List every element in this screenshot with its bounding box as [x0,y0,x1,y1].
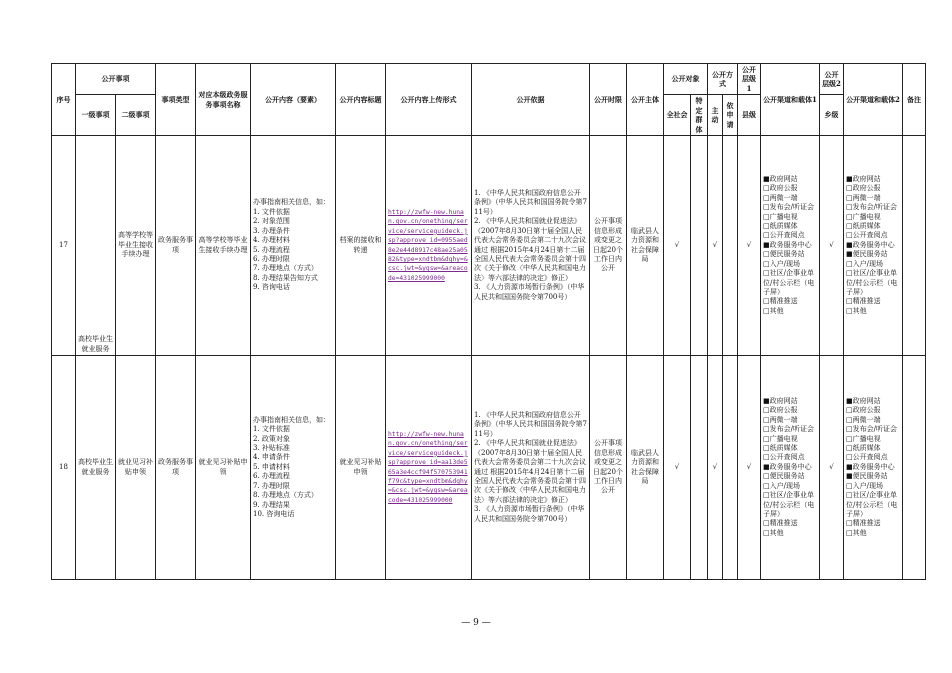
active-check: √ [708,136,723,356]
col-content: 公开内容（要素） [251,64,336,136]
content-title: 档案的接收和转递 [336,136,386,356]
col-upload-form: 公开内容上传形式 [386,64,472,136]
time-limit: 公开事项信息形成或变更之日起20个工作日内公开 [590,136,627,356]
table-row [52,136,926,356]
specific-group-check [691,136,708,356]
table-row [52,356,926,580]
channels2-list: ■政府网站 □政府公报 □两微一端 □发布会/听证会 □广播电视 □纸质媒体 □公开查阅点 ■政务服务中心 ■便民服务站 □入户/现场 □社区/企事业单位/村公示栏（电子屏） □精准推送 □其他 [844,356,903,580]
whole-society-check: √ [664,136,691,356]
col-seq: 序号 [52,64,76,136]
specific-group-check [691,356,708,580]
upload-link-cell [386,136,472,356]
county-check: √ [738,356,761,580]
col-whole-society: 全社会 [664,95,691,136]
channels2-list: ■政府网站 □政府公报 □两微一端 □发布会/听证会 □广播电视 □纸质媒体 □公开查阅点 ■政务服务中心 ■便民服务站 □入户/现场 □社区/企事业单位/村公示栏（电子屏） □精准推送 □其他 [844,136,903,356]
time-limit: 公开事项信息形成或变更之日起20个工作日内公开 [590,356,627,580]
col-public-items: 公开事项 [76,64,156,95]
subject: 临武县人力资源和社会保障局 [627,136,664,356]
col-township-level: 乡级 [820,95,844,136]
first-level-item: 高校毕业生就业服务 [76,356,116,580]
col-audience: 公开对象 [664,64,708,95]
col-title: 公开内容标题 [336,64,386,136]
content-elements: 办事指南相关信息，如： 1. 文件依据 2. 政策对象 3. 补贴标准 4. 申请条件 5. 申请材料 6. 办理流程 7. 办理时限 8. 办理地点（方式） 9. 办理结果 10. 咨询电话 [251,356,336,580]
row-seq: 17 [52,136,76,356]
first-level-item [76,136,116,356]
item-type: 政务服务事项 [156,136,196,356]
basis-text: 1. 《中华人民共和国政府信息公开条例》（中华人民共和国国务院令第711号） 2. 《中华人民共和国就业促进法》（2007年8月30日第十届全国人民代表大会常务委员会第二十九次会议通过 根据2015年4月24日第十二届全国人民代表大会常务委员会第十四次《关于修改〈中华人民共和国电力法〉等六部法律的决定》修正） 3. 《人力资源市场暂行条例》（中华人民共和国国务院令第700号） [472,136,590,356]
note [903,356,926,580]
active-check: √ [708,356,723,580]
guide-link[interactable]: http://zwfw-new.hunan.gov.cn/onething/service/serviceguideck.jsp?approve_id=aa13de565a3e4ccf94f570753941f79c&type=xndtbm&dghy=&csc.jwt=&ygsw=&areacode=431025999000 [388,430,468,504]
basis-text: 1. 《中华人民共和国政府信息公开条例》（中华人民共和国国务院令第711号） 2. 《中华人民共和国就业促进法》（2007年8月30日第十届全国人民代表大会常务委员会第二十九次会议通过 根据2015年4月24日第十二届全国人民代表大会常务委员会第十四次《关于修改〈中华人民共和国电力法〉等六部法律的决定》修正） 3. 《人力资源市场暂行条例》（中华人民共和国国务院令第700号） [472,356,590,580]
county-check: √ [738,136,761,356]
col-specific-group: 特定群体 [691,95,708,136]
disclosure-table [51,63,926,580]
col-subject: 公开主体 [627,64,664,136]
service-name: 高等学校等毕业生接收手续办理 [196,136,251,356]
col-channels2: 公开渠道和载体2 [844,64,903,136]
upload-link-cell [386,356,472,580]
col-service-name: 对应本级政务服务事项名称 [196,64,251,136]
col-first-level: 一级事项 [76,95,116,136]
page-number: — 9 — [461,618,491,628]
col-time-limit: 公开时限 [590,64,627,136]
col-county-level: 县级 [738,95,761,136]
col-item-type: 事项类型 [156,64,196,136]
col-on-request: 依申请 [723,95,738,136]
row-seq: 18 [52,356,76,580]
channels1-list: ■政府网站 □政府公报 □两微一端 □发布会/听证会 □广播电视 □纸质媒体 □公开查阅点 ■政务服务中心 □便民服务站 □入户/现场 □社区/企事业单位/村公示栏（电子屏） □精准推送 □其他 [761,136,820,356]
on-request-check [723,136,738,356]
second-level-item: 就业见习补贴申领 [116,356,156,580]
channels1-list: ■政府网站 □政府公报 □两微一端 □发布会/听证会 □广播电视 □纸质媒体 □公开查阅点 ■政务服务中心 □便民服务站 □入户/现场 □社区/企事业单位/村公示栏（电子屏） □精准推送 □其他 [761,356,820,580]
whole-society-check: √ [664,356,691,580]
col-second-level: 二级事项 [116,95,156,136]
content-title: 就业见习补贴申领 [336,356,386,580]
col-channels1: 公开渠道和载体1 [761,64,820,136]
col-note: 备注 [903,64,926,136]
content-elements: 办事指南相关信息，如： 1. 文件依据 2. 对象范围 3. 办理条件 4. 办理材料 5. 办理流程 6. 办理时限 7. 办理地点（方式） 8. 办理结果告知方式 9. 咨询电话 [251,136,336,356]
note [903,136,926,356]
guide-link[interactable]: http://zwfw-new.hunan.gov.cn/onething/service/serviceguideck.jsp?approve_id=0955aed8e2e44d8917c48ae25a0582&type=xndtbm&dghy=&csc.jwt=&ygsw=&areacode=431025999000 [388,208,468,282]
col-level2: 公开层级2 [820,64,844,95]
township-check: √ [820,356,844,580]
first-level-text: 高校毕业生就业服务 [78,335,113,353]
col-method: 公开方式 [708,64,738,95]
township-check: √ [820,136,844,356]
item-type: 政务服务事项 [156,356,196,580]
col-level1: 公开层级1 [738,64,761,95]
on-request-check [723,356,738,580]
subject: 临武县人力资源和社会保障局 [627,356,664,580]
col-active: 主动 [708,95,723,136]
second-level-item: 高等学校等毕业生接收手续办理 [116,136,156,356]
col-basis: 公开依据 [472,64,590,136]
service-name: 就业见习补贴申领 [196,356,251,580]
